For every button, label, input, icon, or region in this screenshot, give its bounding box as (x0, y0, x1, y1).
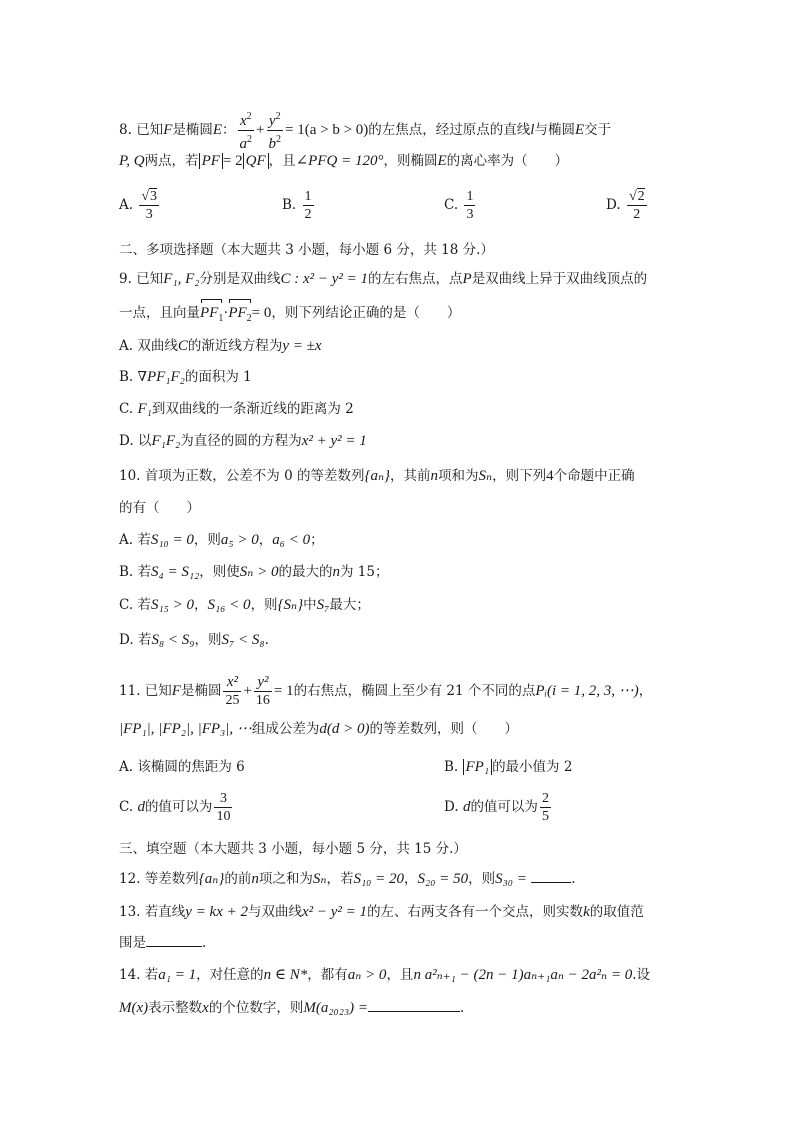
math: |FP₁|, |FP₂|, |FP₃|, ⋯ (119, 721, 252, 737)
math: C : x² − y² = 1 (280, 271, 369, 287)
text: ，则 (194, 632, 222, 648)
text: 是椭圆 (180, 683, 222, 699)
text: 为直径的圆的方程为 (180, 433, 302, 449)
denominator: 25 (225, 693, 240, 708)
answer-blank[interactable] (146, 934, 202, 947)
denominator: 5 (541, 809, 549, 824)
math: S₁₀ = 20 (353, 871, 405, 887)
text: 到双曲线的一条渐近线的距离为 2 (151, 401, 354, 417)
math: P, Q (119, 153, 145, 169)
text: 的值可以为 (470, 799, 538, 815)
text: 是双曲线上异于双曲线顶点的 (471, 271, 648, 287)
math: a₆ < 0 (272, 532, 311, 548)
text: 是椭圆 (172, 122, 213, 138)
q10-option-d (119, 631, 269, 649)
q8-line-2 (119, 152, 568, 170)
text: ，都有 (307, 967, 348, 983)
numerator: 2 (541, 791, 549, 806)
text: . (264, 632, 269, 648)
option-label: B. (282, 197, 297, 213)
denominator: 3 (145, 207, 153, 222)
text: D. 若 (119, 632, 152, 648)
text: 的右焦点，椭圆上至少有 21 个不同的点 (293, 683, 536, 699)
q10-line-2: 的有（ ） (119, 500, 200, 516)
option-label: D. (606, 197, 621, 213)
math: (d > 0) (326, 721, 370, 737)
math: n (332, 564, 340, 580)
math: S₂₀ = 50 (417, 871, 469, 887)
text: 已知 (144, 683, 172, 699)
math: Sₙ (478, 468, 493, 484)
math: F₁, F₂ (163, 271, 200, 287)
numerator: 3 (150, 189, 158, 204)
q10-option-b (119, 563, 388, 581)
q9-option-d (119, 432, 367, 450)
math: S₇ (316, 597, 330, 613)
q14-line-1 (119, 966, 650, 984)
math: k (583, 904, 590, 920)
denominator: b (268, 136, 276, 152)
q11-option-b (444, 755, 572, 776)
math: y = ±x (282, 338, 322, 354)
vector: $PF_1$ (200, 304, 223, 328)
math: x² + y² = 1 (301, 433, 367, 449)
text: 一点，且向量 (119, 305, 200, 321)
text: 的左焦点，经过原点的直线 (368, 122, 531, 138)
math: {aₙ} (364, 468, 391, 484)
numerator: 3 (214, 790, 232, 808)
text: 为 15； (340, 564, 389, 580)
text: 的前 (224, 871, 252, 887)
numerator: y (268, 113, 276, 129)
text: ， (638, 683, 653, 699)
text: 已知 (136, 122, 164, 138)
text: 项之和为 (258, 871, 313, 887)
text: 与椭圆 (534, 122, 575, 138)
q13-line-1 (119, 903, 644, 921)
q10-line-1 (119, 467, 635, 485)
text: 的值可以为 (144, 799, 213, 815)
math: l (530, 122, 535, 138)
math: d (137, 799, 145, 815)
text: ，则下列 (492, 468, 547, 484)
text: ，则 (468, 871, 496, 887)
numerator: x (239, 113, 247, 129)
text: 的渐近线方程为 (187, 338, 283, 354)
text: 若直线 (144, 904, 186, 920)
q12-line (119, 870, 575, 888)
numerator: x² (223, 674, 241, 692)
math: S₃₀ = (495, 871, 527, 887)
math: C (177, 338, 188, 354)
section-heading-2: 二、多项选择题（本大题共 3 小题，每小题 6 分，共 18 分.） (119, 242, 494, 258)
math: E (212, 122, 223, 138)
math: F (163, 122, 173, 138)
text: 的个位数字，则 (208, 1000, 304, 1016)
q13-line-2 (119, 934, 206, 952)
denominator: 3 (466, 207, 474, 222)
q11-option-c (119, 790, 234, 825)
question-number: 13. (119, 904, 141, 920)
q8-option-d (606, 188, 649, 223)
math: Pᵢ (535, 683, 547, 699)
q9-option-b (119, 368, 252, 386)
text: 若 (144, 967, 159, 983)
math: n ∈ N* (263, 967, 308, 983)
text: 组成公差为 (251, 721, 320, 737)
text: . (571, 871, 576, 887)
math: Sₙ > 0 (239, 564, 279, 580)
text: ，则 (250, 597, 278, 613)
question-number: 10. (119, 468, 141, 484)
text: 项和为 (438, 468, 479, 484)
option-label: C. (444, 197, 459, 213)
q8-option-a (119, 188, 161, 223)
math: F₁ (137, 401, 152, 417)
q11-option-d (444, 790, 553, 825)
fraction: $\frac{x^2}{a^2}$ (238, 108, 255, 153)
fraction: $\frac{y^2}{b^2}$ (267, 108, 284, 153)
numerator: 2 (637, 189, 645, 204)
math: x (202, 1000, 209, 1016)
text: ，且 (268, 153, 296, 169)
text: ； (310, 532, 324, 548)
math: {aₙ} (198, 871, 225, 887)
text: .设 (632, 967, 651, 983)
text: 的左右焦点，点 (368, 271, 463, 287)
text: ， (404, 871, 418, 887)
text: D. (444, 799, 459, 815)
math: (i = 1, 2, 3, ⋯) (546, 683, 639, 699)
text: ，则椭圆 (383, 153, 438, 169)
q8-line-1: 8. 已知F是椭圆E： $\frac{x^2}{a^2}$ + $\frac{y^2}{b^2}$ = 1(a > b > 0)的左焦点，经过原点的直线l与椭圆E交于 (119, 108, 611, 153)
fraction (223, 674, 241, 709)
q9-line-2: 一点，且向量$PF_1\cdot PF_2= 0$，则下列结论正确的是（ ） (119, 304, 460, 328)
text: D. 以 (119, 433, 152, 449)
text: ， (258, 532, 273, 548)
q9-line-1 (119, 270, 647, 288)
text: A. 若 (119, 532, 151, 548)
math: n (430, 468, 439, 484)
text: 分别是双曲线 (199, 271, 281, 287)
fraction (464, 188, 475, 223)
text: ，则 (193, 532, 221, 548)
text: 的等差数列，则（ ） (369, 721, 518, 737)
question-number: 8. (119, 122, 132, 138)
math: S₁₅ > 0 (150, 597, 194, 613)
math: a₁ = 1 (158, 967, 197, 983)
abs-value: FP₁ (463, 759, 493, 775)
math: S₁₀ = 0 (150, 532, 194, 548)
numerator: y² (254, 674, 272, 692)
text: 等差数列 (144, 871, 199, 887)
text: C. (119, 401, 134, 417)
text: ，若 (326, 871, 354, 887)
text: . (202, 935, 207, 951)
text: ，则使 (199, 564, 240, 580)
vector-label: PF (200, 305, 219, 321)
math: y = kx + 2 (185, 904, 248, 920)
text: 中 (303, 597, 317, 613)
text: ，其前 (390, 468, 431, 484)
math: PF₁F₂ (146, 369, 185, 385)
q11-option-a: A. 该椭圆的焦距为 6 (119, 759, 245, 775)
math: d (462, 799, 471, 815)
math: M(x) (119, 1000, 149, 1016)
q11-line-1: 11. 已知F是椭圆 $\frac{\text{x²}}{25}$ + $\frac{\text{y²}}{16}$ = 1的右焦点，椭圆上至少有 21 个不同的点Pᵢ(i = 1, 2, 3, ⋯)， (119, 674, 653, 708)
math: ∠PFQ = 120° (295, 153, 384, 169)
math: {Sₙ} (277, 597, 304, 613)
question-number: 14. (119, 967, 141, 983)
fraction (303, 188, 314, 223)
question-number: 11. (119, 683, 141, 699)
math: 4 (546, 468, 554, 484)
text: 交于 (584, 122, 612, 138)
text: 已知 (136, 271, 164, 287)
math: P (462, 271, 472, 287)
math: = 0 (251, 305, 272, 321)
fraction: $\frac{√2}{2}$ (628, 189, 645, 222)
text: 的左、右两支各有一个交点，则实数 (367, 904, 584, 920)
answer-blank[interactable] (368, 999, 460, 1012)
abs-value: PF (199, 153, 223, 169)
math: n a²ₙ₊₁ − (2n − 1)aₙ₊₁aₙ − 2a²ₙ = 0 (413, 967, 633, 983)
text: 个命题中正确 (553, 468, 635, 484)
math: d (319, 721, 327, 737)
denominator: 16 (255, 693, 270, 708)
math: E (437, 153, 447, 169)
denominator: 2 (633, 207, 641, 222)
math: F (171, 683, 181, 699)
q11-line-2 (119, 720, 518, 738)
text: 的最小值为 2 (492, 759, 573, 775)
abs-value: QF (243, 153, 269, 169)
text: 与双曲线 (248, 904, 302, 920)
math: S₁₆ < 0 (207, 597, 251, 613)
option-label: A. (119, 197, 134, 213)
q8-option-b (282, 188, 316, 223)
text: C. (119, 799, 134, 815)
text: ，对任意的 (196, 967, 264, 983)
math: = 1(a > b > 0) (285, 122, 369, 138)
denominator: 2 (304, 207, 312, 222)
text: 的面积为 1 (184, 369, 252, 385)
numerator: 1 (304, 189, 312, 204)
text: B. ∇ (119, 369, 147, 385)
text: B. (444, 759, 459, 775)
text: ： (222, 122, 236, 138)
text: A. 双曲线 (119, 338, 178, 354)
text: 的最大的 (278, 564, 333, 580)
text: . (460, 1000, 465, 1016)
question-number: 12. (119, 871, 141, 887)
q8-option-c (444, 188, 477, 223)
math: S₇ < S₈ (221, 632, 265, 648)
fraction (540, 790, 551, 825)
text: C. 若 (119, 597, 151, 613)
vector-label: PF (228, 305, 247, 321)
math: x² − y² = 1 (302, 904, 368, 920)
text: 两点，若 (144, 153, 199, 169)
q9-option-c (119, 400, 354, 418)
vector: $PF_2$ (228, 304, 251, 328)
math: M(a₂₀₂₃) = (303, 1000, 369, 1016)
text: ，则下列结论正确的是（ ） (271, 305, 461, 321)
text: 的取值范 (589, 904, 644, 920)
math: E (574, 122, 585, 138)
math: aₙ > 0 (347, 967, 387, 983)
q9-option-a (119, 337, 322, 355)
text: 首项为正数，公差不为 0 的等差数列 (144, 468, 365, 484)
math: S₄ = S₁₂ (151, 564, 200, 580)
text: ，且 (386, 967, 414, 983)
math: S₈ < S₉ (151, 632, 195, 648)
question-number: 9. (119, 271, 132, 287)
fraction: $\frac{√3}{3}$ (141, 189, 158, 222)
math: n (251, 871, 259, 887)
text: 围是 (119, 935, 146, 951)
denominator: 10 (216, 809, 231, 824)
math: a₅ > 0 (220, 532, 259, 548)
answer-blank[interactable] (531, 870, 571, 883)
fraction (214, 790, 232, 825)
math: Sₙ (312, 871, 327, 887)
q10-option-c (119, 596, 370, 614)
numerator: 1 (466, 189, 474, 204)
text: 的离心率为（ ） (446, 153, 569, 169)
q10-option-a (119, 531, 324, 549)
section-heading-3: 三、填空题（本大题共 3 小题，每小题 5 分，共 15 分.） (119, 841, 467, 857)
math: F₁F₂ (151, 433, 181, 449)
text: B. 若 (119, 564, 152, 580)
denominator: a (239, 136, 248, 152)
text: ， (194, 597, 208, 613)
math: = 2 (222, 153, 243, 169)
math: = 1 (273, 683, 294, 699)
fraction (254, 674, 272, 709)
text: 表示整数 (148, 1000, 203, 1016)
text: 最大； (329, 597, 370, 613)
q14-line-2 (119, 999, 464, 1017)
